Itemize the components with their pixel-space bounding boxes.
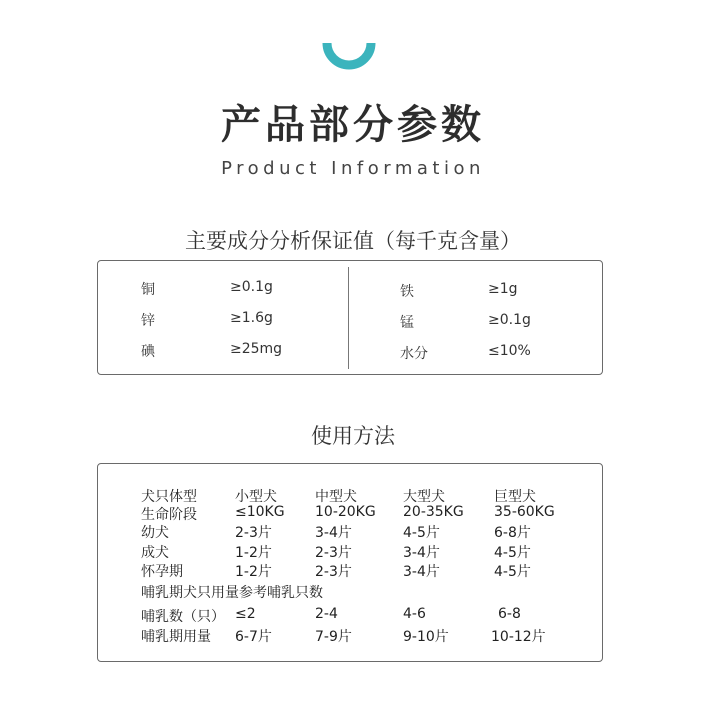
table-cell: ≤2	[235, 606, 256, 622]
nutrient-value: ≥1g	[488, 281, 518, 297]
table-cell: 7-9片	[315, 629, 352, 645]
table-cell: 10-12片	[491, 629, 546, 645]
analysis-divider	[348, 267, 349, 369]
nutrient-name: 水分	[400, 346, 428, 362]
table-cell: 犬只体型	[141, 489, 197, 505]
nutrient-name: 铁	[400, 284, 414, 300]
arc-decoration-icon	[321, 43, 377, 71]
table-cell: 中型犬	[315, 489, 357, 505]
table-cell: 2-3片	[315, 564, 352, 580]
nutrient-name: 锌	[141, 313, 155, 329]
table-cell: 幼犬	[141, 525, 169, 541]
table-cell: 4-5片	[494, 564, 531, 580]
table-cell: 巨型犬	[494, 489, 536, 505]
table-cell: 3-4片	[315, 525, 352, 541]
table-cell: 生命阶段	[141, 507, 197, 523]
nutrient-value: ≥25mg	[230, 341, 283, 357]
analysis-title: 主要成分分析保证值（每千克含量）	[185, 229, 521, 253]
table-cell: 4-5片	[403, 525, 440, 541]
table-cell: 6-8片	[494, 525, 531, 541]
nutrient-value: ≥0.1g	[230, 279, 273, 295]
table-cell: 9-10片	[403, 629, 449, 645]
table-cell: 4-6	[403, 606, 426, 622]
nutrient-value: ≥0.1g	[488, 312, 531, 328]
nutrient-name: 碘	[141, 344, 155, 360]
table-cell: 怀孕期	[141, 564, 183, 580]
table-cell: ≤10KG	[235, 504, 285, 520]
table-cell: 2-3片	[315, 545, 352, 561]
nutrient-value: ≥1.6g	[230, 310, 273, 326]
table-cell: 6-7片	[235, 629, 272, 645]
table-cell: 2-3片	[235, 525, 272, 541]
table-cell: 大型犬	[403, 489, 445, 505]
table-cell: 10-20KG	[315, 504, 376, 520]
table-cell: 哺乳期用量	[141, 629, 211, 645]
table-cell: 3-4片	[403, 545, 440, 561]
table-cell: 2-4	[315, 606, 338, 622]
page-subtitle: Product Information	[221, 158, 485, 179]
table-cell: 哺乳数（只）	[141, 609, 225, 625]
nutrient-name: 锰	[400, 315, 414, 331]
page-title: 产品部分参数	[221, 102, 485, 148]
table-cell: 小型犬	[235, 489, 277, 505]
table-cell: 4-5片	[494, 545, 531, 561]
nutrient-value: ≤10%	[488, 343, 531, 359]
table-cell: 20-35KG	[403, 504, 464, 520]
table-cell: 1-2片	[235, 564, 272, 580]
analysis-box	[97, 260, 603, 375]
usage-box	[97, 463, 603, 662]
table-cell: 35-60KG	[494, 504, 555, 520]
table-cell: 1-2片	[235, 545, 272, 561]
usage-title: 使用方法	[311, 424, 395, 448]
table-cell: 6-8	[498, 606, 521, 622]
nursing-note: 哺乳期犬只用量参考哺乳只数	[141, 585, 323, 601]
nutrient-name: 铜	[141, 282, 155, 298]
table-cell: 成犬	[141, 545, 169, 561]
table-cell: 3-4片	[403, 564, 440, 580]
